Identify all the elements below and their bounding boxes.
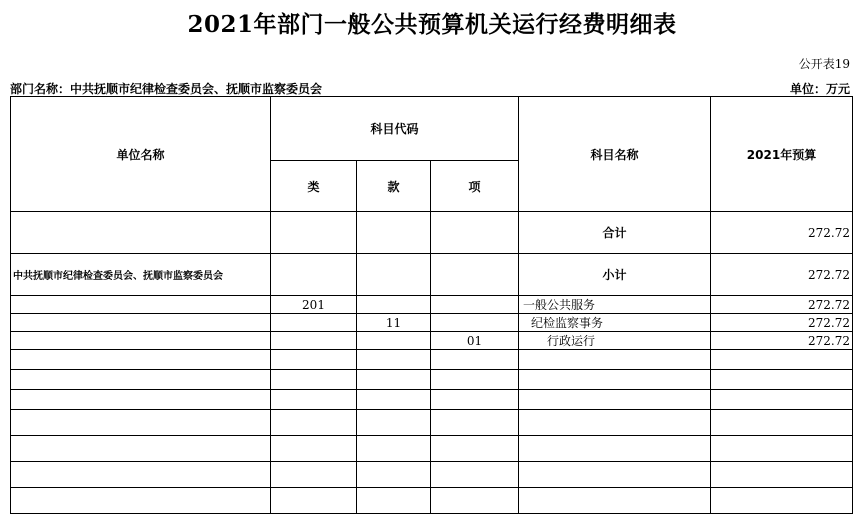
header-xiang: 项	[431, 161, 519, 212]
cell-unit	[11, 332, 271, 350]
page-title: 2021年部门一般公共预算机关运行经费明细表	[187, 11, 677, 38]
cell-xiang	[431, 296, 519, 314]
cell-subject-name: 合计	[519, 212, 711, 254]
table-row-total	[11, 212, 853, 254]
empty-row	[11, 436, 853, 462]
header-subject-code: 科目代码	[271, 97, 519, 161]
cell-budget: 272.72	[711, 254, 853, 296]
cell-kuan	[357, 212, 431, 254]
cell-subject-name: 纪检监察事务	[519, 314, 711, 332]
table-row	[11, 314, 853, 332]
empty-row	[11, 462, 853, 488]
cell-unit	[11, 314, 271, 332]
cell-kuan	[357, 332, 431, 350]
cell-subject-name: 行政运行	[519, 332, 711, 350]
header-subject-name: 科目名称	[519, 97, 711, 212]
budget-table	[10, 96, 853, 514]
cell-xiang	[431, 254, 519, 296]
cell-budget: 272.72	[711, 212, 853, 254]
empty-row	[11, 410, 853, 436]
empty-row	[11, 488, 853, 514]
cell-lei	[271, 254, 357, 296]
cell-xiang	[431, 314, 519, 332]
cell-budget: 272.72	[711, 332, 853, 350]
header-budget: 2021年预算	[711, 97, 853, 212]
form-number: 公开表19	[798, 57, 850, 71]
cell-kuan	[357, 296, 431, 314]
header-kuan: 款	[357, 161, 431, 212]
cell-lei	[271, 314, 357, 332]
cell-budget: 272.72	[711, 296, 853, 314]
empty-row	[11, 390, 853, 410]
cell-lei	[271, 212, 357, 254]
table-row	[11, 296, 853, 314]
cell-unit: 中共抚顺市纪律检查委员会、抚顺市监察委员会	[11, 254, 271, 296]
cell-unit	[11, 212, 271, 254]
header-lei: 类	[271, 161, 357, 212]
table-row-subtotal	[11, 254, 853, 296]
header-unit-name: 单位名称	[11, 97, 271, 212]
unit-label: 单位：万元	[789, 82, 850, 96]
cell-lei: 201	[271, 296, 357, 314]
table-row	[11, 332, 853, 350]
cell-subject-name: 一般公共服务	[519, 296, 711, 314]
cell-unit	[11, 296, 271, 314]
department-label: 部门名称：中共抚顺市纪律检查委员会、抚顺市监察委员会	[10, 82, 323, 96]
cell-kuan	[357, 254, 431, 296]
cell-subject-name: 小计	[519, 254, 711, 296]
cell-lei	[271, 332, 357, 350]
empty-row	[11, 350, 853, 370]
cell-xiang	[431, 212, 519, 254]
empty-row	[11, 370, 853, 390]
cell-xiang: 01	[431, 332, 519, 350]
cell-kuan: 11	[357, 314, 431, 332]
cell-budget: 272.72	[711, 314, 853, 332]
